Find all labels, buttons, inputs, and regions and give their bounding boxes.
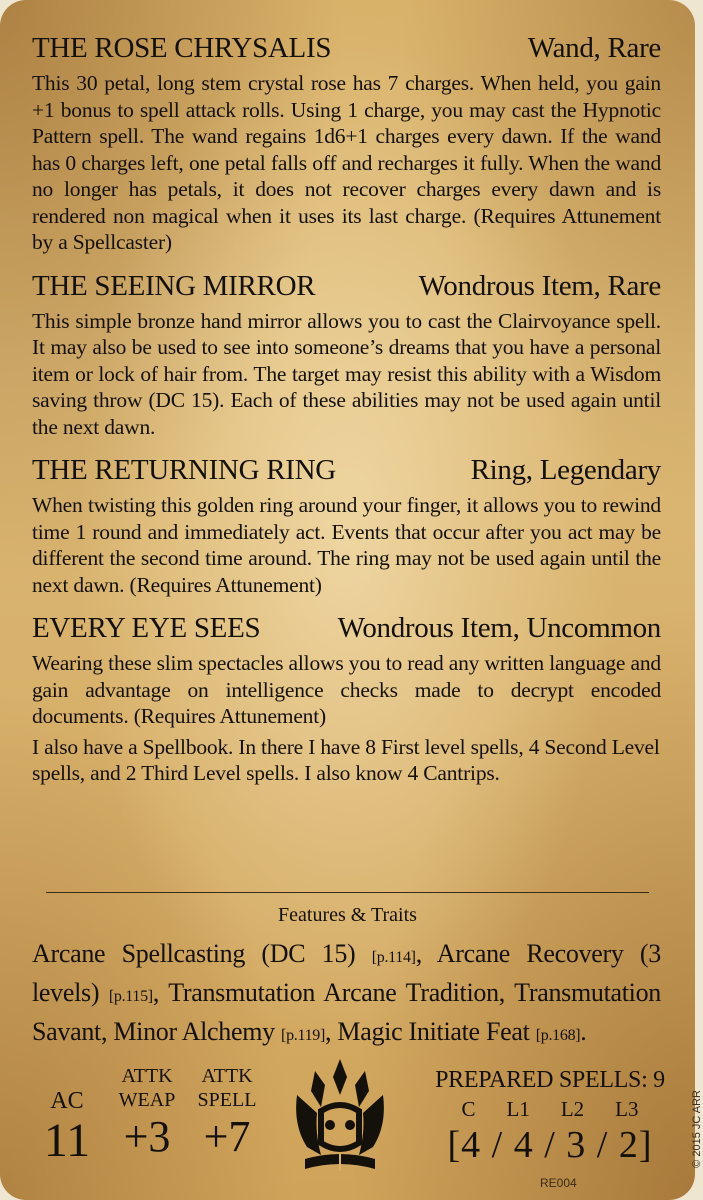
item-description: This simple bronze hand mirror allows you to cast the Clairvoyance spell. It may also be used to see into someone’s dreams that you have a personal item or lock of hair from. The target may resist this ability with a Wisdom saving throw (DC 15). Each of these abilities may not be used again until the next dawn. <box>32 308 661 439</box>
wizard-emblem-icon <box>285 1055 395 1175</box>
ac-label: AC <box>50 1088 84 1114</box>
prepared-spells-values: [4 / 4 / 3 / 2] <box>447 1124 653 1166</box>
weap-label-1: ATTK <box>121 1065 173 1087</box>
item-header <box>32 268 661 304</box>
card-code: RE004 <box>540 1176 577 1190</box>
page-ref: [p.168] <box>535 1027 581 1044</box>
weap-value: +3 <box>123 1112 171 1161</box>
page-ref: [p.115] <box>108 988 153 1005</box>
item-name: THE SEEING MIRROR <box>32 269 316 302</box>
item-type: Wondrous Item, Uncommon <box>337 612 661 644</box>
item-description: When twisting this golden ring around your finger, it allows you to rewind time 1 round and immediately act. Events that occur after you act may be different the second time around. The ring may not be used again until the next dawn. (Requires Attunement) <box>32 493 661 597</box>
item-section <box>32 268 661 441</box>
column-label: L3 <box>615 1097 639 1121</box>
item-section <box>32 452 661 598</box>
feature-text: , Magic Initiate Feat <box>325 1017 536 1046</box>
copyright-notice: © 2015 JC ARR <box>691 1090 703 1168</box>
divider <box>46 892 649 893</box>
prepared-spells-panel <box>432 1066 668 1166</box>
item-description: Wearing these slim spectacles allows you to read any written language and gain advantage on intelligence checks made to decrypt encoded documents. (Requires Attunement) <box>32 651 661 728</box>
feature-text: Arcane Spellcasting (DC 15) <box>32 939 372 968</box>
features-title: Features & Traits <box>278 904 417 926</box>
spell-label-1: ATTK <box>201 1065 253 1087</box>
item-type: Ring, Legendary <box>470 454 661 486</box>
spell-value: +7 <box>203 1112 251 1161</box>
item-header <box>32 452 661 488</box>
item-name: EVERY EYE SEES <box>32 612 261 644</box>
feature-text: . <box>580 1017 587 1046</box>
column-label: C <box>461 1097 476 1121</box>
spell-label-2: SPELL <box>197 1089 257 1111</box>
item-section <box>32 610 661 730</box>
item-type: Wondrous Item, Rare <box>418 269 661 302</box>
item-name: THE ROSE CHRYSALIS <box>32 32 332 64</box>
feature-text: , Arcane Recovery (3 levels) <box>32 939 661 1007</box>
feature-text: , Transmutation Arcane Tradition, Transmutation Savant, Minor Alchemy <box>32 978 662 1046</box>
features-text <box>32 936 661 1053</box>
weapon-attack-stat <box>110 1064 184 1162</box>
page-ref: [p.119] <box>281 1027 326 1044</box>
item-list <box>32 30 661 787</box>
ac-value: 11 <box>43 1114 91 1167</box>
armor-class-stat <box>36 1087 98 1167</box>
spellbook-note: I also have a Spellbook. In there I have 8 First level spells, 4 Second Level spells, and 2 Third Level spells. I also know 4 Cantrips. <box>32 734 660 785</box>
item-section <box>32 30 661 256</box>
item-header <box>32 610 661 646</box>
page-ref: [p.114] <box>371 949 416 966</box>
item-name: THE RETURNING RING <box>32 454 336 486</box>
column-label: L2 <box>560 1097 585 1121</box>
item-header <box>32 30 661 66</box>
column-label: L1 <box>506 1097 530 1121</box>
prepared-spells-columns <box>432 1094 668 1124</box>
spell-attack-stat <box>190 1064 264 1162</box>
weap-label-2: WEAP <box>118 1089 176 1111</box>
prepared-spells-title: PREPARED SPELLS: 9 <box>435 1067 665 1093</box>
item-description: This 30 petal, long stem crystal rose has 7 charges. When held, you gain +1 bonus to spell attack rolls. Using 1 charge, you may cast the Hypnotic Pattern spell. The wand regains 1d6+1 charges every dawn. If the wand has 0 charges left, one petal falls off and recharges it fully. When the wand no longer has petals, it does not recover charges every dawn and is rendered non magical when it uses its last charge. (Requires Attunement by a Spellcaster) <box>32 71 661 254</box>
item-type: Wand, Rare <box>527 32 661 64</box>
